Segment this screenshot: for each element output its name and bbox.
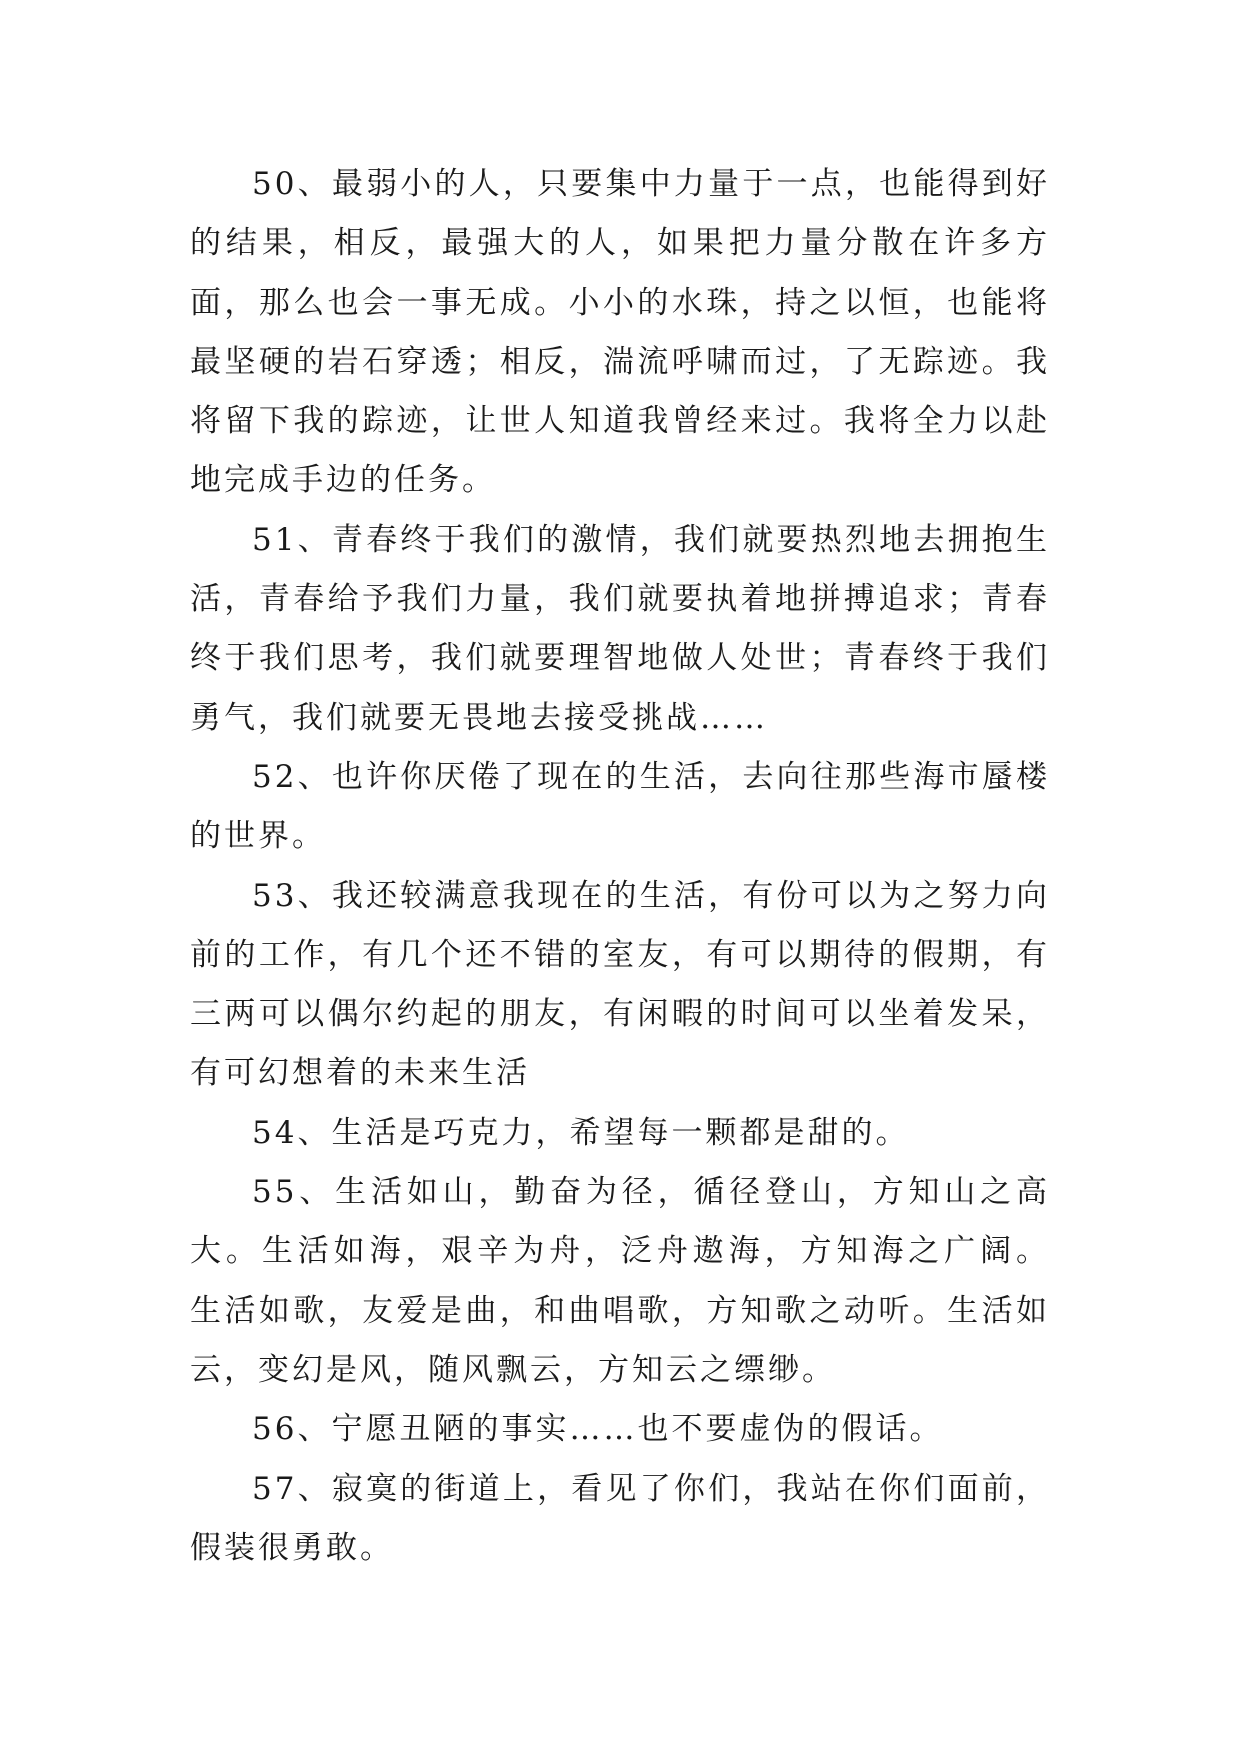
paragraph-57: 57、寂寞的街道上，看见了你们，我站在你们面前，假装很勇敢。	[190, 1470, 1050, 1566]
paragraph-56: 56、宁愿丑陋的事实……也不要虚伪的假话。	[252, 1411, 944, 1448]
paragraph-50: 50、最弱小的人，只要集中力量于一点，也能得到好的结果，相反，最强大的人，如果把力量分散在许多方面，那么也会一事无成。小小的水珠，持之以恒，也能将最坚硬的岩石穿透；相反，湍流呼啸而过，了无踪迹。我将留下我的踪迹，让世人知道我曾经来过。我将全力以赴地完成手边的任务。	[190, 166, 1050, 499]
paragraph-53: 53、我还较满意我现在的生活，有份可以为之努力向前的工作，有几个还不错的室友，有可以期待的假期，有三两可以偶尔约起的朋友，有闲暇的时间可以坐着发呆，有可幻想着的未来生活	[190, 877, 1050, 1092]
paragraph-52: 52、也许你厌倦了现在的生活，去向往那些海市蜃楼的世界。	[190, 758, 1050, 855]
document-body	[190, 155, 1050, 1578]
paragraph-54: 54、生活是巧克力，希望每一颗都是甜的。	[252, 1114, 910, 1151]
paragraph-51: 51、青春终于我们的激情，我们就要热烈地去拥抱生活，青春给予我们力量，我们就要执着地拼搏追求；青春终于我们思考，我们就要理智地做人处世；青春终于我们勇气，我们就要无畏地去接受挑战……	[190, 521, 1050, 736]
paragraph-55: 55、生活如山，勤奋为径，循径登山，方知山之高大。生活如海，艰辛为舟，泛舟遨海，方知海之广阔。 生活如歌，友爱是曲，和曲唱歌，方知歌之动听。生活如云，变幻是风，随风飘云，方知云之缥缈。	[190, 1174, 1050, 1388]
